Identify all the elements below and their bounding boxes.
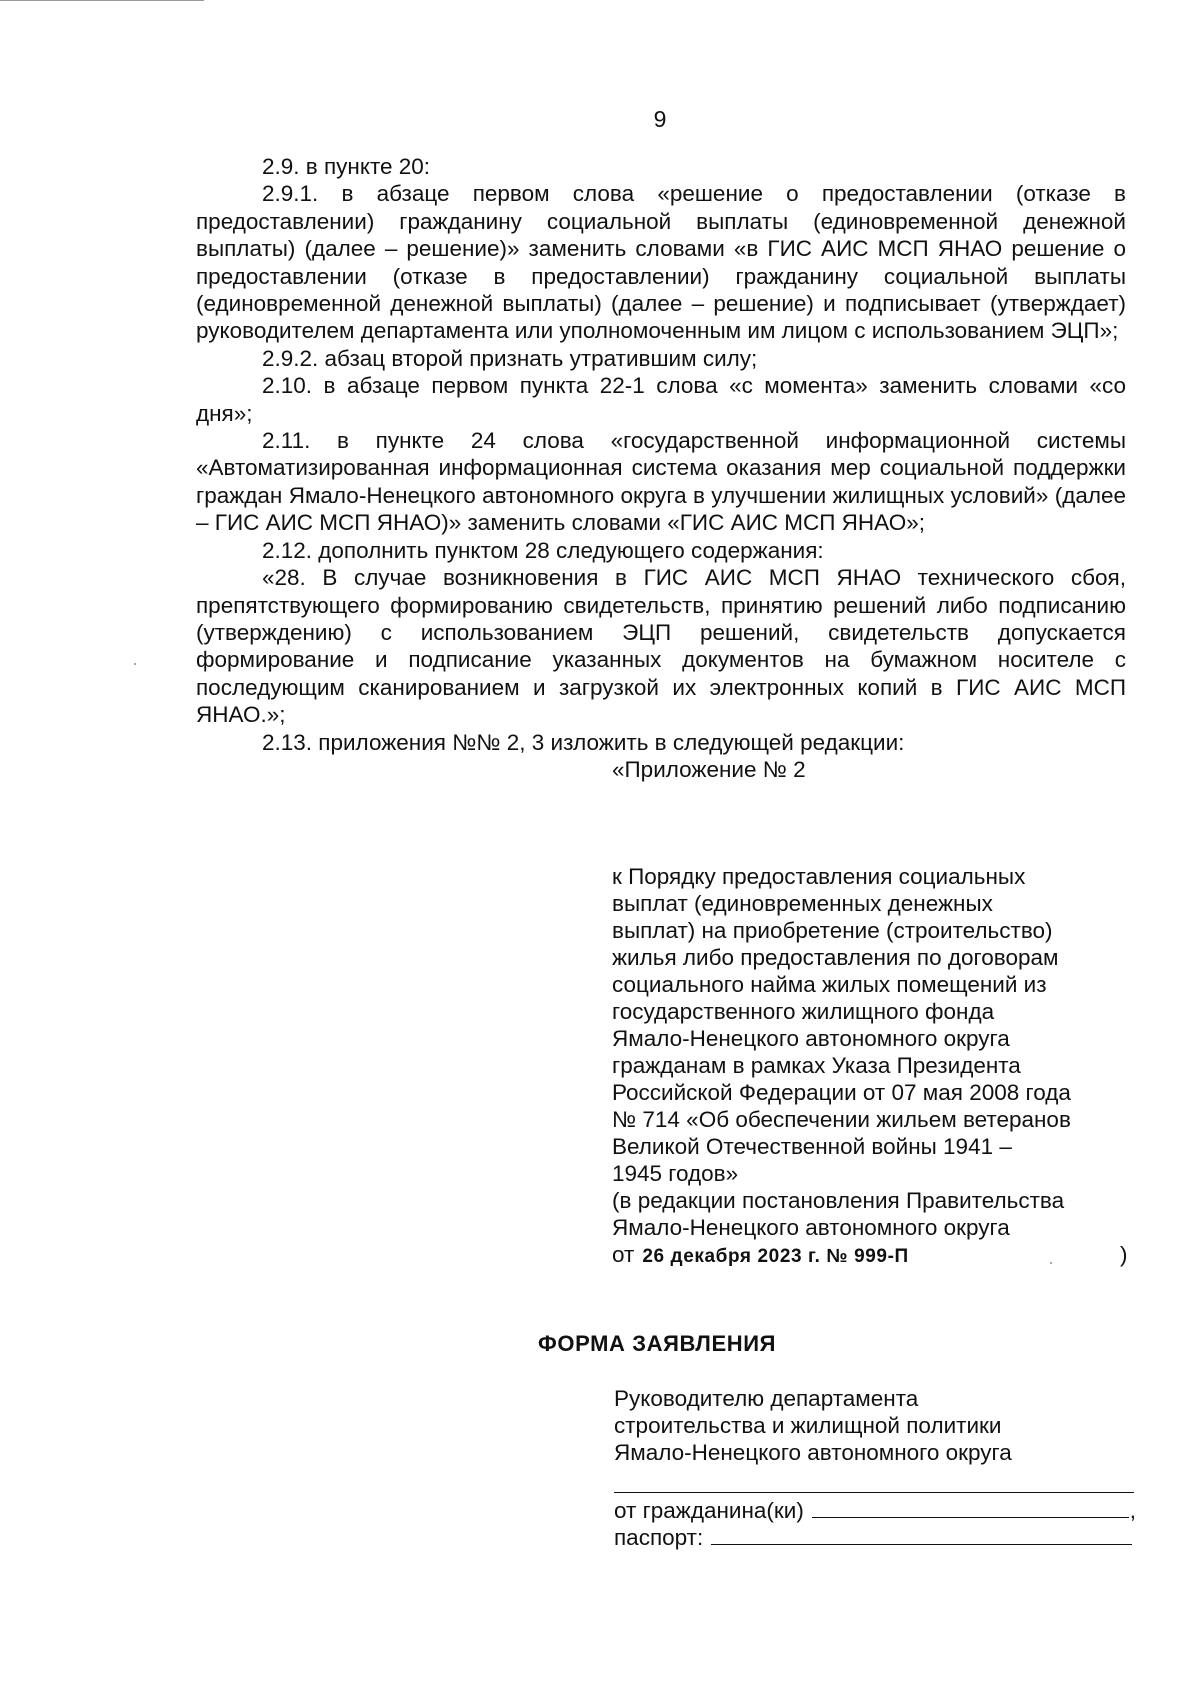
closing-paren: )	[1120, 1242, 1128, 1267]
paragraph-2-9: 2.9. в пункте 20:	[262, 154, 431, 179]
paragraph-2-12: 2.12. дополнить пунктом 28 следующего содержания:	[262, 537, 824, 563]
passport-label: паспорт:	[614, 1525, 704, 1550]
addressee-line: Ямало-Ненецкого автономного округа	[614, 1440, 1012, 1465]
paragraph-2-10: 2.10. в абзаце первом пункта 22-1 слова «с момента» заменить словами «со дня»;	[196, 373, 1126, 426]
addressee-line: строительства и жилищной политики	[614, 1413, 1002, 1438]
appendix-line: Великой Отечественной войны 1941 –	[612, 1134, 1012, 1159]
form-title: ФОРМА ЗАЯВЛЕНИЯ	[538, 1331, 777, 1356]
appendix-line: к Порядку предоставления социальных	[612, 864, 1026, 889]
appendix-line: Ямало-Ненецкого автономного округа	[612, 1215, 1010, 1240]
appendix-header-block	[612, 863, 1132, 1270]
citizen-field	[614, 1497, 1136, 1524]
scan-edge-mark	[0, 0, 204, 1]
appendix-line: Ямало-Ненецкого автономного округа	[612, 1026, 1010, 1051]
amendment-text	[196, 153, 1126, 783]
appendix-line: Российской Федерации от 07 мая 2008 года	[612, 1080, 1071, 1105]
scan-speck	[134, 663, 136, 665]
paragraph-28-quote: «28. В случае возникновения в ГИС АИС МСП ЯНАО технического сбоя, препятствующего формированию свидетельств, принятию решений либо подписанию (утверждению) с использованием ЭЦП решений, свидетельств допускается формирование и подписание указанных документов на бумажном носителе с последующим сканированием и загрузкой их электронных копий в ГИС АИС МСП ЯНАО.»;	[196, 565, 1126, 728]
paragraph-2-11: 2.11. в пункте 24 слова «государственной информационной системы «Автоматизированная информационная система оказания мер социальной поддержки граждан Ямало-Ненецкого автономного округа в улучшении жилищных условий» (далее – ГИС АИС МСП ЯНАО)» заменить словами «ГИС АИС МСП ЯНАО»;	[196, 428, 1126, 536]
appendix-line: жилья либо предоставления по договорам	[612, 945, 1059, 970]
appendix-line: государственного жилищного фонда	[612, 999, 995, 1024]
appendix-line: 1945 годов»	[612, 1161, 739, 1186]
appendix-line: выплат (единовременных денежных	[612, 891, 993, 916]
citizen-blank	[812, 1497, 1129, 1518]
appendix-line: (в редакции постановления Правительства	[612, 1188, 1065, 1213]
appendix-line: гражданам в рамках Указа Президента	[612, 1053, 1021, 1078]
addressee-blank-line	[614, 1492, 1134, 1493]
date-prefix: от	[612, 1242, 635, 1267]
appendix-line: № 714 «Об обеспечении жильем ветеранов	[612, 1107, 1071, 1132]
appendix-line: выплат) на приобретение (строительство)	[612, 918, 1053, 943]
page-number: 9	[653, 106, 667, 132]
paragraph-2-13: 2.13. приложения №№ 2, 3 изложить в следующей редакции:	[262, 729, 905, 755]
resolution-date-line	[612, 1241, 1132, 1270]
appendix-heading: «Приложение № 2	[612, 756, 806, 782]
passport-blank	[711, 1524, 1132, 1545]
resolution-date-stamp: 26 декабря 2023 г. № 999-П	[642, 1246, 909, 1267]
addressee-block	[614, 1385, 1134, 1466]
citizen-comma: ,	[1129, 1498, 1136, 1523]
passport-field	[614, 1524, 1132, 1551]
citizen-label: от гражданина(ки)	[614, 1498, 804, 1523]
appendix-line: социального найма жилых помещений из	[612, 972, 1047, 997]
paragraph-2-9-2: 2.9.2. абзац второй признать утратившим силу;	[262, 345, 758, 371]
paragraph-2-9-1: 2.9.1. в абзаце первом слова «решение о предоставлении (отказе в предоставлении) гражданину социальной выплаты (единовременной денежной выплаты) (далее – решение)» заменить словами «в ГИС АИС МСП ЯНАО решение о предоставлении (отказе в предоставлении) гражданину социальной выплаты (единовременной денежной выплаты) (далее – решение) и подписывает (утверждает) руководителем департамента или уполномоченным им лицом с использованием ЭЦП»;	[196, 181, 1126, 344]
addressee-line: Руководителю департамента	[614, 1386, 919, 1411]
